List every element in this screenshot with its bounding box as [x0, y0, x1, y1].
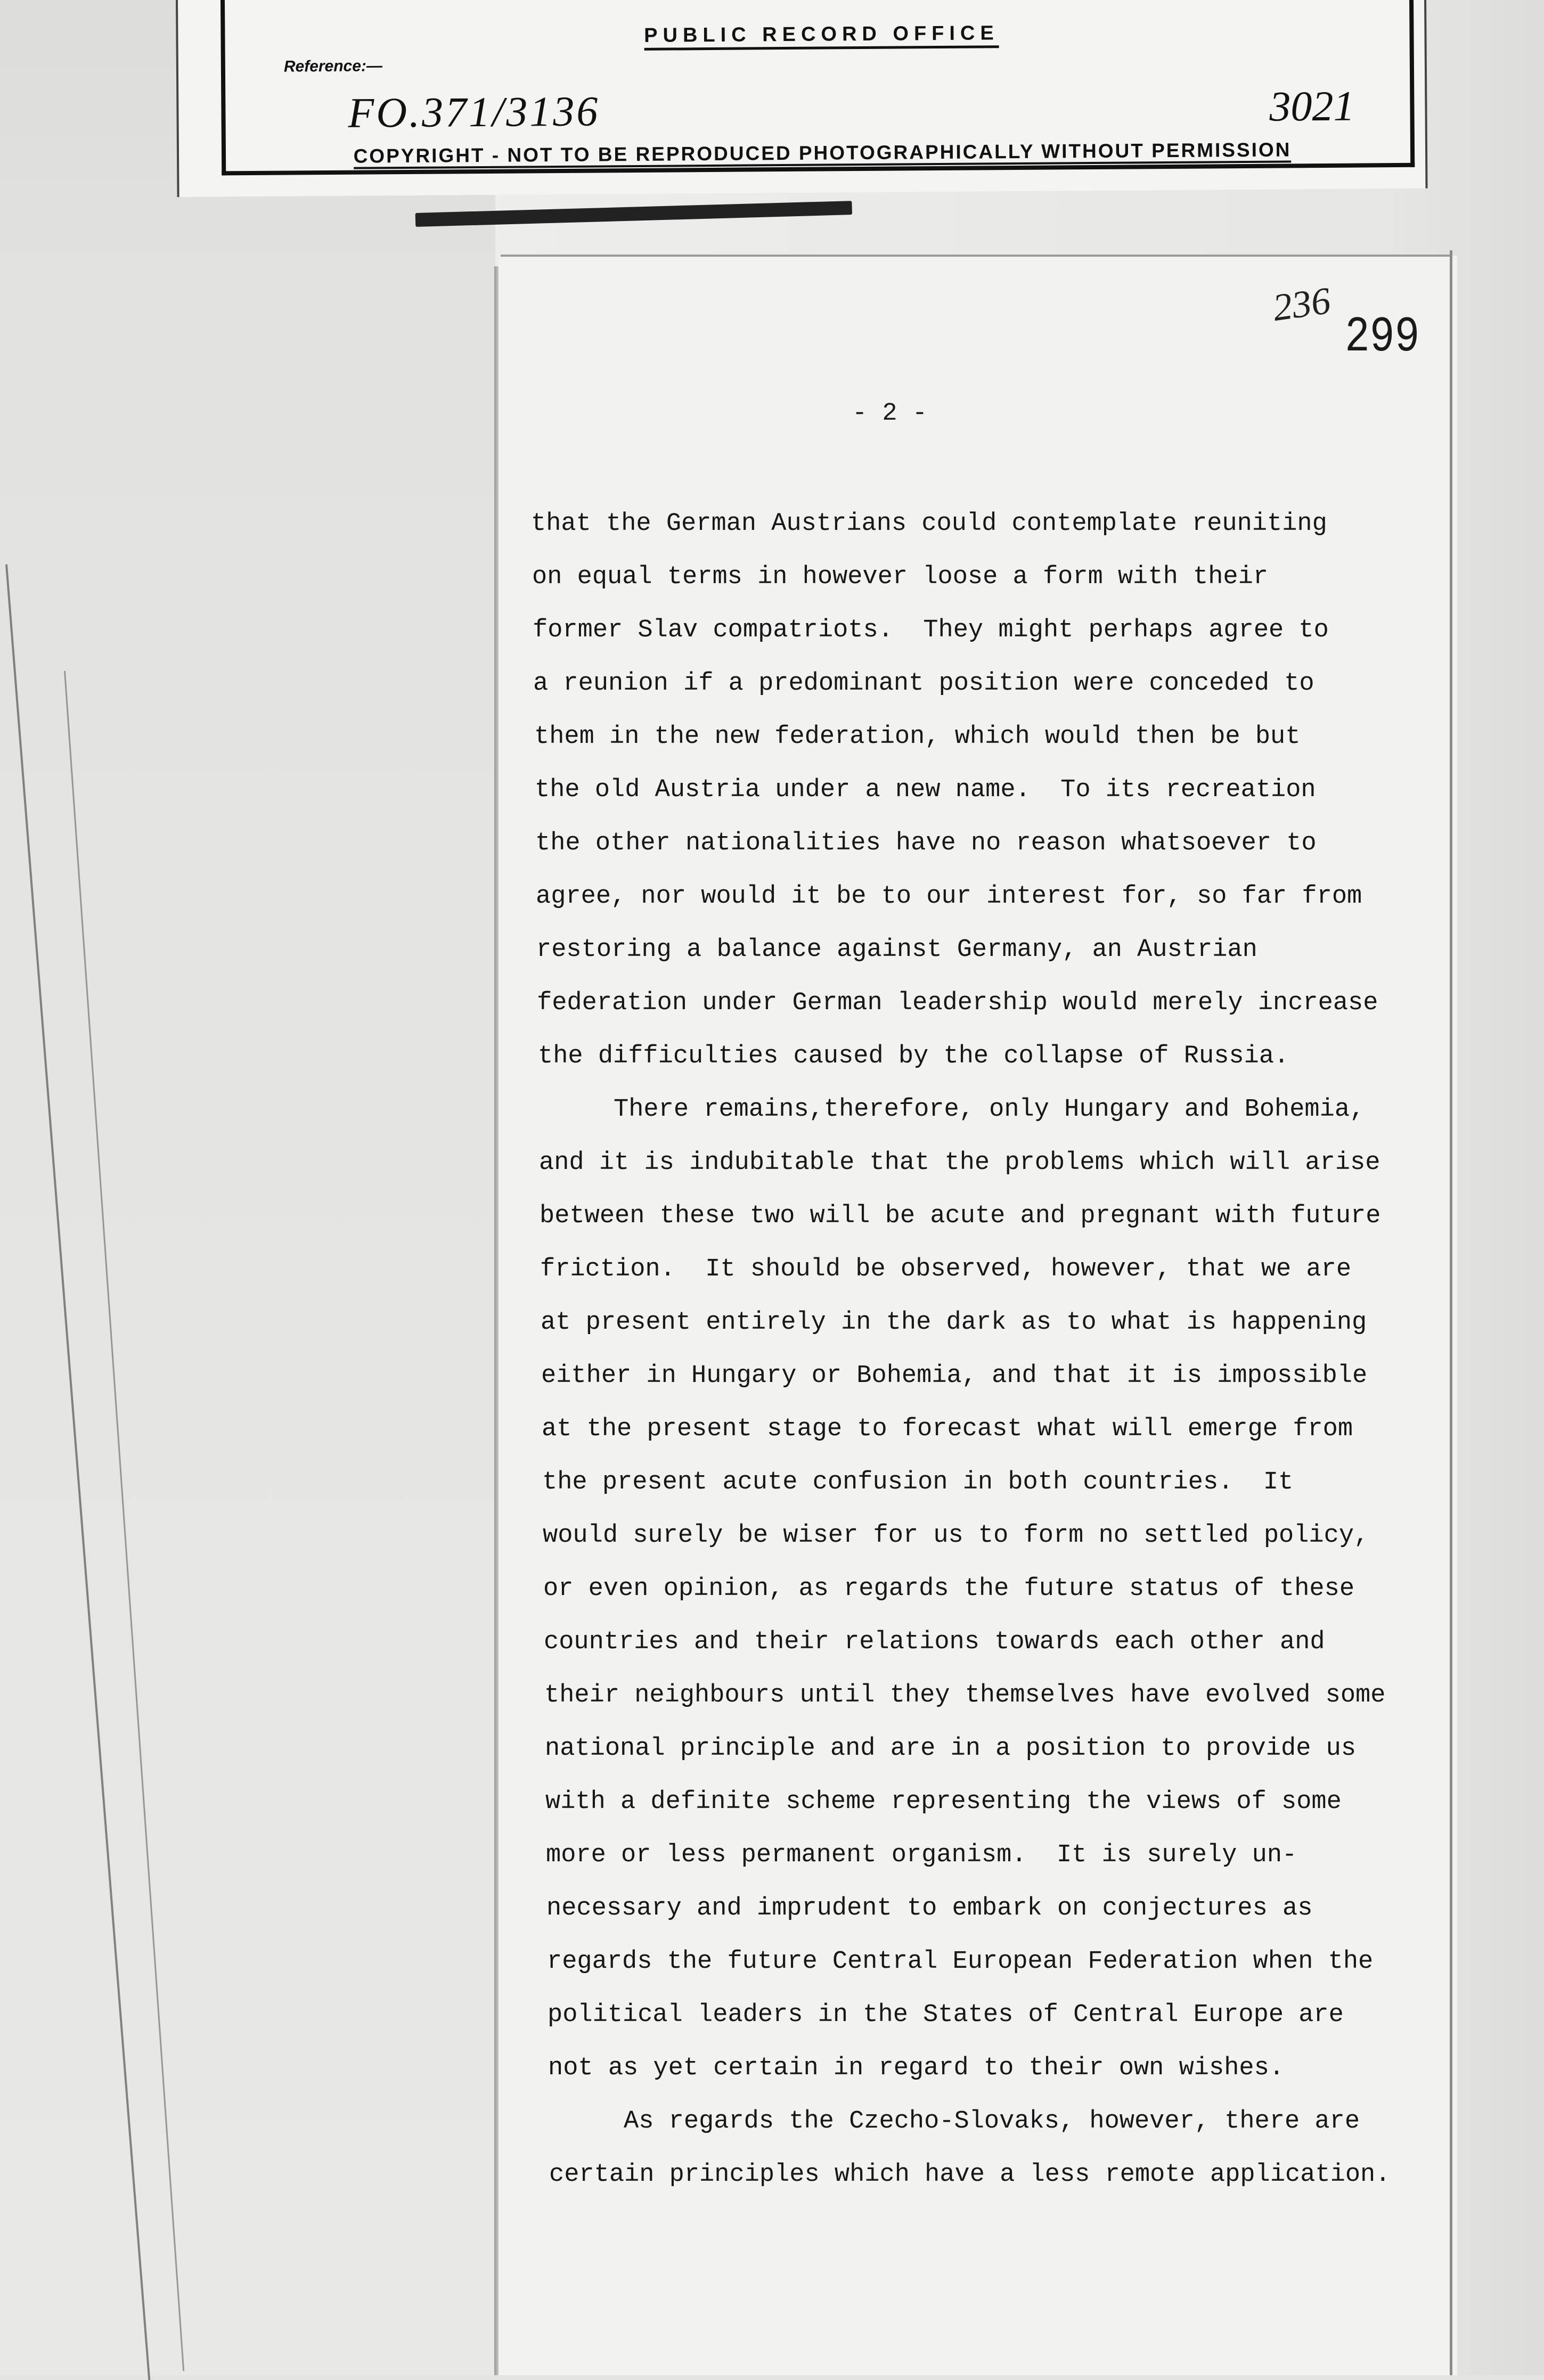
text-line: or even opinion, as regards the future status of these	[543, 1575, 1355, 1603]
page-number: - 2 -	[852, 399, 928, 428]
text-line: former Slav compatriots. They might perhaps agree to	[533, 616, 1329, 644]
text-line: the old Austria under a new name. To its recreation	[535, 776, 1316, 804]
document-number: 3021	[1269, 83, 1355, 130]
text-line: national principle and are in a position to provide us	[545, 1735, 1357, 1763]
text-line: them in the new federation, which would then be but	[534, 723, 1301, 751]
public-record-office-stamp	[176, 0, 1428, 197]
text-line: their neighbours until they themselves have evolved some	[544, 1681, 1386, 1710]
text-line: friction. It should be observed, however, that we are	[540, 1255, 1352, 1283]
copyright-notice: COPYRIGHT - NOT TO BE REPRODUCED PHOTOGRAPHICALLY WITHOUT PERMISSION	[226, 138, 1419, 169]
text-line: either in Hungary or Bohemia, and that it is impossible	[541, 1362, 1368, 1390]
text-line: federation under German leadership would merely increase	[537, 989, 1378, 1017]
text-line: the present acute confusion in both countries. It	[542, 1468, 1294, 1496]
reference-value: FO.371/3136	[348, 88, 600, 137]
text-line: a reunion if a predominant position were conceded to	[533, 669, 1314, 698]
text-line: that the German Austrians could contemplate reuniting	[531, 510, 1327, 538]
text-line: more or less permanent organism. It is surely un-	[546, 1841, 1297, 1869]
stamp-title: PUBLIC RECORD OFFICE	[225, 19, 1418, 51]
text-line: the difficulties caused by the collapse of Russia.	[538, 1042, 1289, 1070]
document-sheet-top-edge	[501, 255, 1451, 257]
folio-stamped: 299	[1345, 309, 1420, 366]
text-line: regards the future Central European Federation when the	[547, 1948, 1374, 1976]
text-line: at the present stage to forecast what will emerge from	[542, 1415, 1353, 1443]
text-line: between these two will be acute and pregnant with future	[540, 1202, 1381, 1230]
text-line: on equal terms in however loose a form with their	[532, 563, 1269, 591]
document-sheet-right-edge	[1450, 250, 1452, 2375]
text-line: the other nationalities have no reason whatsoever to	[535, 829, 1317, 857]
text-line: agree, nor would it be to our interest for, so far from	[536, 882, 1362, 911]
text-line: political leaders in the States of Central Europe are	[548, 2001, 1344, 2029]
text-line: not as yet certain in regard to their own wishes.	[548, 2054, 1285, 2082]
underlying-sheet	[0, 0, 495, 2375]
text-line: necessary and imprudent to embark on conjectures as	[546, 1894, 1313, 1923]
reference-label: Reference:—	[283, 57, 383, 76]
text-line: and it is indubitable that the problems which will arise	[539, 1149, 1380, 1177]
text-line: As regards the Czecho-Slovaks, however, there are	[549, 2107, 1360, 2136]
text-line: certain principles which have a less remote application.	[549, 2161, 1391, 2189]
text-line: countries and their relations towards each other and	[544, 1628, 1325, 1656]
text-line: There remains,therefore, only Hungary and Bohemia,	[538, 1095, 1365, 1124]
folio-handwritten: 236	[1270, 279, 1333, 330]
text-line: restoring a balance against Germany, an Austrian	[536, 936, 1257, 964]
stamp-frame	[220, 0, 1415, 175]
text-line: at present entirely in the dark as to what is happening	[541, 1308, 1367, 1337]
text-line: with a definite scheme representing the views of some	[545, 1788, 1342, 1816]
text-line: would surely be wiser for us to form no settled policy,	[543, 1522, 1369, 1550]
